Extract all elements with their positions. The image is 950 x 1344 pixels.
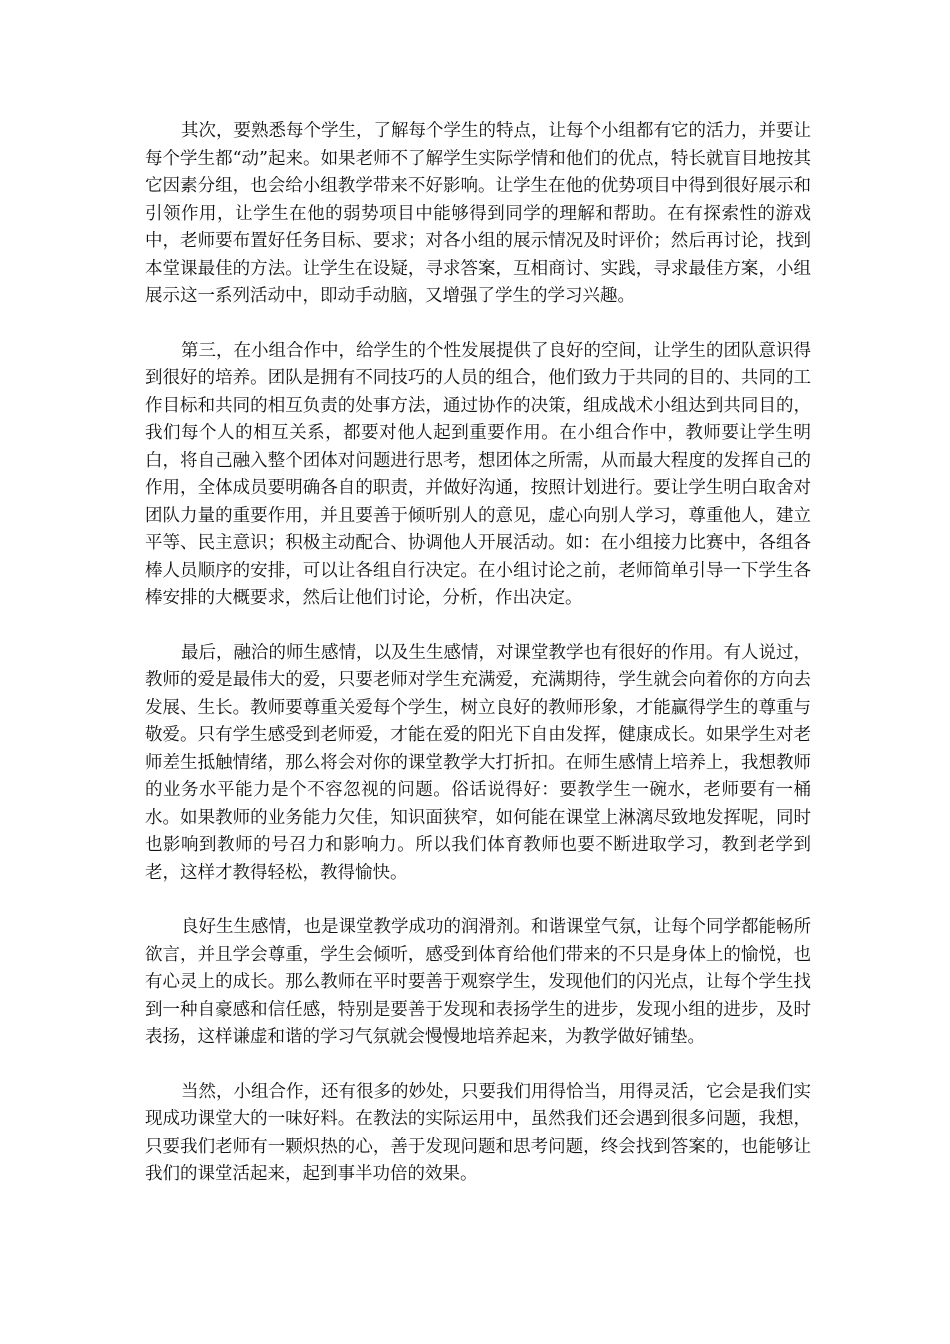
paragraph-1: 其次，要熟悉每个学生，了解每个学生的特点，让每个小组都有它的活力，并要让每个学生都“动”起来。如果老师不了解学生实际学情和他们的优点，特长就盲目地按其它因素分组，也会给小组教学带来不好影响。让学生在他的优势项目中得到很好展示和引领作用，让学生在他的弱势项目中能够得到同学的理解和帮助。在有探索性的游戏中，老师要布置好任务目标、要求；对各小组的展示情况及时评价；然后再讨论，找到本堂课最佳的方法。让学生在设疑，寻求答案，互相商讨、实践，寻求最佳方案，小组展示这一系列活动中，即动手动脑，又增强了学生的学习兴趣。 — [145, 121, 811, 306]
paragraph-2: 第三，在小组合作中，给学生的个性发展提供了良好的空间，让学生的团队意识得到很好的培养。团队是拥有不同技巧的人员的组合，他们致力于共同的目的、共同的工作目标和共同的相互负责的处事方法，通过协作的决策，组成战术小组达到共同目的，我们每个人的相互关系，都要对他人起到重要作用。在小组合作中，教师要让学生明白，将自己融入整个团体对问题进行思考，想团体之所需，从而最大程度的发挥自己的作用，全体成员要明确各自的职责，并做好沟通，按照计划进行。要让学生明白取舍对团队力量的重要作用，并且要善于倾听别人的意见，虚心向别人学习，尊重他人，建立平等、民主意识；积极主动配合、协调他人开展活动。如：在小组接力比赛中，各组各棒人员顺序的安排，可以让各组自行决定。在小组讨论之前，老师简单引导一下学生各棒安排的大概要求，然后让他们讨论，分析，作出决定。 — [145, 340, 811, 608]
paragraph-5: 当然，小组合作，还有很多的妙处，只要我们用得恰当，用得灵活，它会是我们实现成功课堂大的一味好料。在教法的实际运用中，虽然我们还会遇到很多问题，我想，只要我们老师有一颗炽热的心，善于发现问题和思考问题，终会找到答案的，也能够让我们的课堂活起来，起到事半功倍的效果。 — [145, 1081, 811, 1184]
paragraph-3: 最后，融洽的师生感情，以及生生感情，对课堂教学也有很好的作用。有人说过，教师的爱是最伟大的爱，只要老师对学生充满爱，充满期待，学生就会向着你的方向去发展、生长。教师要尊重关爱每个学生，树立良好的教师形象，才能赢得学生的尊重与敬爱。只有学生感受到老师爱，才能在爱的阳光下自由发挥，健康成长。如果学生对老师差生抵触情绪，那么将会对你的课堂教学大打折扣。在师生感情上培养上，我想教师的业务水平能力是个不容忽视的问题。俗话说得好：要教学生一碗水，老师要有一桶水。如果教师的业务能力欠佳，知识面狭窄，如何能在课堂上淋漓尽致地发挥呢，同时也影响到教师的号召力和影响力。所以我们体育教师也要不断进取学习，教到老学到老，这样才教得轻松，教得愉快。 — [145, 642, 811, 883]
document-body — [145, 118, 811, 1216]
paragraph-4: 良好生生感情，也是课堂教学成功的润滑剂。和谐课堂气氛，让每个同学都能畅所欲言，并且学会尊重，学生会倾听，感受到体育给他们带来的不只是身体上的愉悦，也有心灵上的成长。那么教师在平时要善于观察学生，发现他们的闪光点，让每个学生找到一种自豪感和信任感，特别是要善于发现和表扬学生的进步，发现小组的进步，及时表扬，这样谦虚和谐的学习气氛就会慢慢地培养起来，为教学做好铺垫。 — [145, 917, 811, 1047]
